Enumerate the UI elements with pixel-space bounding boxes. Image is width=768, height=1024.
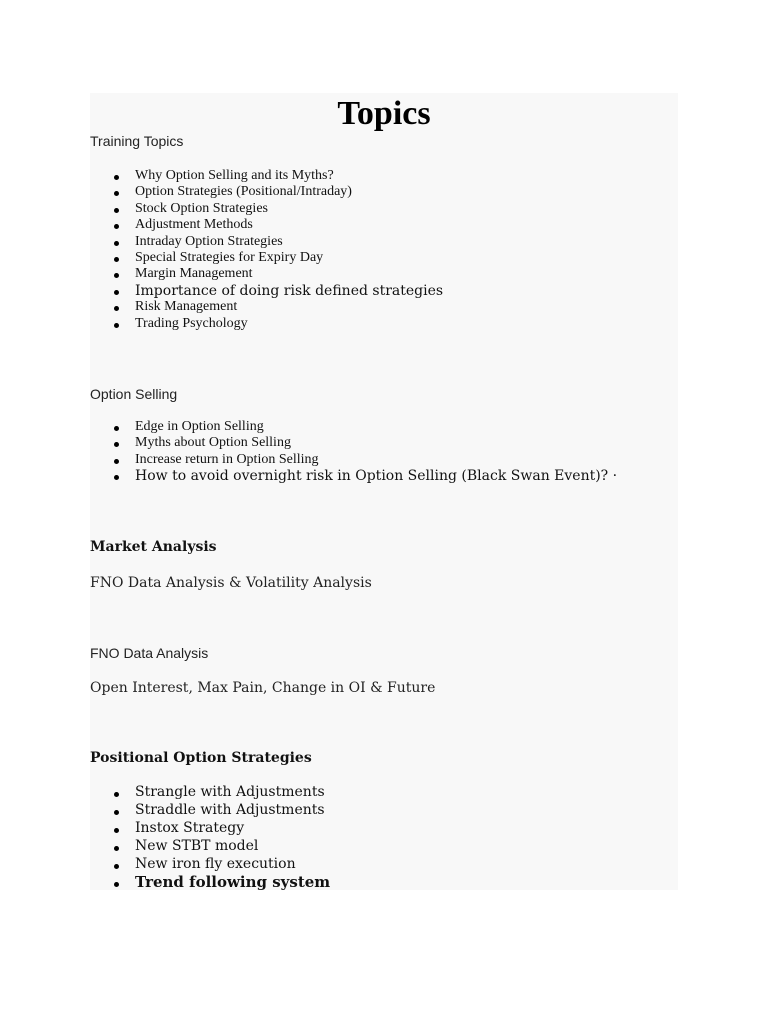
list-item: Importance of doing risk defined strategies	[90, 283, 443, 299]
list-item: Risk Management	[90, 299, 443, 315]
list-item: Special Strategies for Expiry Day	[90, 250, 443, 266]
positional-strategies-list	[90, 784, 330, 891]
option-selling-label: Option Selling	[90, 386, 178, 402]
training-topics-label: Training Topics	[90, 133, 184, 149]
option-selling-list	[90, 419, 617, 485]
list-item: Stock Option Strategies	[90, 201, 443, 217]
list-item: Trend following system	[90, 874, 330, 892]
market-analysis-heading: Market Analysis	[90, 539, 217, 555]
list-item: Why Option Selling and its Myths?	[90, 168, 443, 184]
list-item: Intraday Option Strategies	[90, 234, 443, 250]
page-title: Topics	[337, 95, 431, 132]
positional-strategies-heading: Positional Option Strategies	[90, 750, 312, 766]
document-page	[90, 93, 678, 890]
list-item: Margin Management	[90, 266, 443, 282]
list-item: Trading Psychology	[90, 316, 443, 332]
list-item: Adjustment Methods	[90, 217, 443, 233]
fno-data-analysis-text: Open Interest, Max Pain, Change in OI & Future	[90, 680, 436, 696]
list-item: Straddle with Adjustments	[90, 802, 330, 820]
market-analysis-text: FNO Data Analysis & Volatility Analysis	[90, 575, 372, 591]
fno-data-analysis-label: FNO Data Analysis	[90, 645, 209, 661]
list-item: How to avoid overnight risk in Option Selling (Black Swan Event)? ·	[90, 468, 617, 484]
list-item: New iron fly execution	[90, 856, 330, 874]
list-item: Strangle with Adjustments	[90, 784, 330, 802]
list-item: Myths about Option Selling	[90, 435, 617, 451]
list-item: Option Strategies (Positional/Intraday)	[90, 184, 443, 200]
list-item: New STBT model	[90, 838, 330, 856]
list-item: Instox Strategy	[90, 820, 330, 838]
list-item: Edge in Option Selling	[90, 419, 617, 435]
training-topics-list	[90, 168, 443, 332]
list-item: Increase return in Option Selling	[90, 452, 617, 468]
